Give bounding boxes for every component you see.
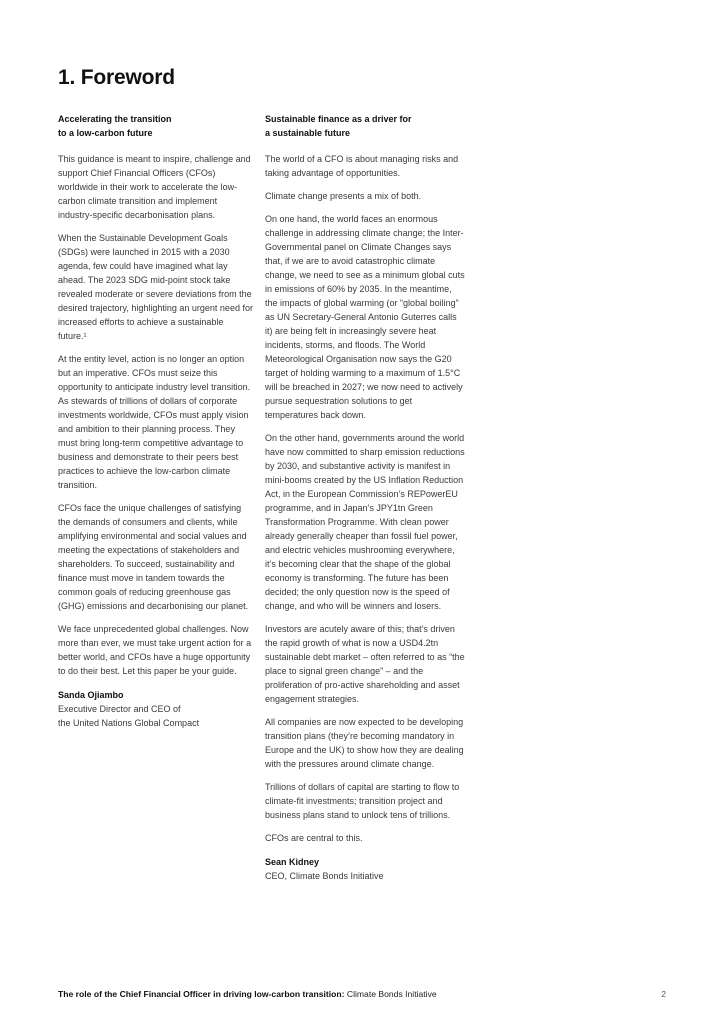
right-paragraph: Investors are acutely aware of this; that’s driven the rapid growth of what is now a USD4.2tn sustainable debt market – often referred to as “the place to signal green change” – and the proliferation of pro-active shareholding and asset engagement strategies. <box>265 624 465 704</box>
page-number: 2 <box>661 989 666 999</box>
left-column <box>58 112 254 730</box>
right-paragraph: On one hand, the world faces an enormous challenge in addressing climate change; the Inter-Governmental panel on Climate Changes says that, if we are to avoid catastrophic climate change, we need to see as a minimum global cuts in emissions of 60% by 2035. In the meantime, the impacts of global warming (or “global boiling” as UN Secretary-General Antonio Guterres calls it) are being felt in increasingly severe heat incidents, storms, and floods. The World Meteorological Organisation now says the G20 target of holding warming to a maximum of 1.5°C will be breached in 2027; we now need to actively pursue sequestration solutions to get temperatures back down. <box>265 214 465 420</box>
left-paragraph: This guidance is meant to inspire, challenge and support Chief Financial Officers (CFOs) worldwide in their work to accelerate the low-carbon climate transition and implement industry-specific decarbonisation plans. <box>58 154 251 220</box>
right-heading-line-1: Sustainable finance as a driver for <box>265 114 412 124</box>
left-paragraph: We face unprecedented global challenges. Now more than ever, we must take urgent action for a better world, and CFOs have a huge opportunity to do their best. Let this paper be your guide. <box>58 624 252 676</box>
right-paragraph: The world of a CFO is about managing risks and taking advantage of opportunities. <box>265 154 459 178</box>
left-signature-role <box>58 702 254 730</box>
right-signature-role: CEO, Climate Bonds Initiative <box>265 871 384 881</box>
footer-organization: Climate Bonds Initiative <box>344 989 437 999</box>
page-title: 1. Foreword <box>58 66 175 89</box>
right-paragraph: On the other hand, governments around the world have now committed to sharp emission reductions by 2030, and substantive activity is manifest in mini-booms created by the US Inflation Reduction Act, in the European Commission’s REPowerEU programme, and in Japan’s JPY1tn Green Transformation Programme. With clean power already generally cheaper than fossil fuel power, and electric vehicles mushrooming everywhere, it’s becoming clear that the shape of the global economy is transforming. The future has been decided; the only question now is the speed of change, and who will be winners and losers. <box>265 433 465 611</box>
left-paragraph: When the Sustainable Development Goals (SDGs) were launched in 2015 with a 2030 agenda, few could have imagined what lay ahead. The 2023 SDG mid-point stock take revealed moderate or severe deviations from the desired trajectory, highlighting an urgent need for increased efforts to achieve a sustainable future.¹ <box>58 233 253 341</box>
left-paragraph: At the entity level, action is no longer an option but an imperative. CFOs must seize this opportunity to anticipate industry level transition. As stewards of trillions of dollars of corporate investments worldwide, CFOs must apply vision and ambition to their planning process. They must bring long-term competitive advantage to business and demonstrate to their peers best practices to achieve the low-carbon climate transition. <box>58 354 251 490</box>
left-signature-role-line-2: the United Nations Global Compact <box>58 718 200 728</box>
right-paragraph: Climate change presents a mix of both. <box>265 191 422 201</box>
left-column-heading <box>58 112 254 140</box>
footer-report-title: The role of the Chief Financial Officer in driving low-carbon transition: <box>58 989 345 999</box>
left-heading-line-2: to a low-carbon future <box>58 128 153 138</box>
right-paragraph: CFOs are central to this. <box>265 833 363 843</box>
right-column <box>265 112 465 883</box>
left-heading-line-1: Accelerating the transition <box>58 114 172 124</box>
page-footer <box>58 989 666 999</box>
left-signature-role-line-1: Executive Director and CEO of <box>58 704 181 714</box>
left-signature-name: Sanda Ojiambo <box>58 690 124 700</box>
right-paragraph: Trillions of dollars of capital are starting to flow to climate-fit investments; transition project and business plans stand to unlock tens of trillions. <box>265 782 460 820</box>
right-paragraph: All companies are now expected to be developing transition plans (they’re becoming mandatory in Europe and the UK) to show how they are dealing with the pressures around climate change. <box>265 717 464 769</box>
left-paragraph: CFOs face the unique challenges of satisfying the demands of consumers and clients, while amplifying environmental and social values and meeting the expectations of stakeholders and shareholders. To succeed, sustainability and finance must move in tandem towards the common goals of reducing greenhouse gas (GHG) emissions and decarbonising our planet. <box>58 503 249 611</box>
right-signature-name: Sean Kidney <box>265 857 320 867</box>
right-column-heading <box>265 112 465 140</box>
right-heading-line-2: a sustainable future <box>265 128 351 138</box>
